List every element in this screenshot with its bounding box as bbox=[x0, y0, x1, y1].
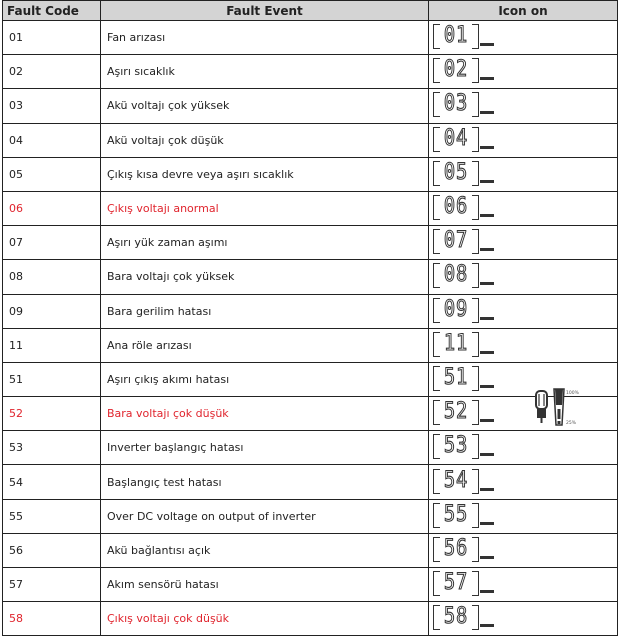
header-icon-on: Icon on bbox=[429, 1, 618, 21]
fault-code-cell: 58 bbox=[3, 602, 101, 636]
fault-code-cell: 57 bbox=[3, 568, 101, 602]
table-row bbox=[3, 294, 618, 328]
icon-cell bbox=[429, 499, 618, 533]
lcd-digits: 09 bbox=[443, 296, 469, 322]
lcd-dash-icon bbox=[480, 214, 494, 217]
lcd-fault-display bbox=[433, 126, 494, 152]
lcd-digits: 11 bbox=[443, 330, 469, 356]
icon-cell bbox=[429, 465, 618, 499]
lcd-dash-icon bbox=[480, 419, 494, 422]
lcd-bracket-icon bbox=[433, 536, 479, 562]
lcd-digits: 58 bbox=[443, 604, 469, 630]
lcd-fault-display bbox=[433, 91, 494, 117]
lcd-digits: 04 bbox=[443, 125, 469, 151]
fault-event-cell: Çıkış voltajı anormal bbox=[101, 191, 429, 225]
table-row bbox=[3, 362, 618, 396]
lcd-fault-display bbox=[433, 468, 494, 494]
fault-event-cell: Ana röle arızası bbox=[101, 328, 429, 362]
fault-code-cell: 08 bbox=[3, 260, 101, 294]
fault-event-cell: Akım sensörü hatası bbox=[101, 568, 429, 602]
fault-code-cell: 09 bbox=[3, 294, 101, 328]
fault-event-cell: Fan arızası bbox=[101, 21, 429, 55]
fault-code-cell: 52 bbox=[3, 397, 101, 431]
table-row bbox=[3, 191, 618, 225]
lcd-fault-display bbox=[433, 57, 494, 83]
lcd-dash-icon bbox=[480, 43, 494, 46]
lcd-digits: 06 bbox=[443, 194, 469, 220]
lcd-fault-display bbox=[433, 23, 494, 49]
icon-cell bbox=[429, 431, 618, 465]
lcd-digits: 08 bbox=[443, 262, 469, 288]
lcd-dash-icon bbox=[480, 77, 494, 80]
fault-event-cell: Çıkış kısa devre veya aşırı sıcaklık bbox=[101, 157, 429, 191]
lcd-dash-icon bbox=[480, 590, 494, 593]
lcd-dash-icon bbox=[480, 111, 494, 114]
lcd-bracket-icon bbox=[433, 57, 479, 83]
lcd-bracket-icon bbox=[433, 433, 479, 459]
fault-event-cell: Aşırı yük zaman aşımı bbox=[101, 226, 429, 260]
header-fault-event: Fault Event bbox=[101, 1, 429, 21]
fault-code-table bbox=[2, 0, 618, 636]
fault-warning-icon bbox=[532, 383, 592, 433]
lcd-bracket-icon bbox=[433, 91, 479, 117]
fault-event-cell: Over DC voltage on output of inverter bbox=[101, 499, 429, 533]
lcd-fault-display bbox=[433, 331, 494, 357]
lcd-bracket-icon bbox=[433, 160, 479, 186]
lcd-fault-display bbox=[433, 228, 494, 254]
lcd-digits: 51 bbox=[443, 364, 469, 390]
lcd-bracket-icon bbox=[433, 126, 479, 152]
lcd-dash-icon bbox=[480, 317, 494, 320]
lcd-fault-display bbox=[433, 365, 494, 391]
lcd-dash-icon bbox=[480, 146, 494, 149]
fault-code-cell: 51 bbox=[3, 362, 101, 396]
table-row bbox=[3, 123, 618, 157]
icon-cell bbox=[429, 226, 618, 260]
fault-code-cell: 54 bbox=[3, 465, 101, 499]
table-row bbox=[3, 397, 618, 431]
lcd-bracket-icon bbox=[433, 468, 479, 494]
table-row bbox=[3, 568, 618, 602]
table-row bbox=[3, 55, 618, 89]
lcd-bracket-icon bbox=[433, 331, 479, 357]
table-header-row bbox=[3, 1, 618, 21]
lcd-digits: 52 bbox=[443, 399, 469, 425]
fault-event-cell: Akü voltajı çok düşük bbox=[101, 123, 429, 157]
lcd-fault-display bbox=[433, 160, 494, 186]
fault-event-cell: Bara voltajı çok düşük bbox=[101, 397, 429, 431]
lcd-dash-icon bbox=[480, 488, 494, 491]
lcd-fault-display bbox=[433, 570, 494, 596]
fault-code-cell: 05 bbox=[3, 157, 101, 191]
fault-code-cell: 06 bbox=[3, 191, 101, 225]
lcd-digits: 02 bbox=[443, 57, 469, 83]
icon-cell bbox=[429, 157, 618, 191]
table-row bbox=[3, 431, 618, 465]
fault-code-cell: 11 bbox=[3, 328, 101, 362]
lcd-dash-icon bbox=[480, 180, 494, 183]
lcd-digits: 54 bbox=[443, 467, 469, 493]
lcd-digits: 56 bbox=[443, 535, 469, 561]
fault-event-cell: Başlangıç test hatası bbox=[101, 465, 429, 499]
fault-code-cell: 56 bbox=[3, 533, 101, 567]
lcd-dash-icon bbox=[480, 282, 494, 285]
fault-event-cell: Akü voltajı çok yüksek bbox=[101, 89, 429, 123]
table-row bbox=[3, 226, 618, 260]
lcd-digits: 07 bbox=[443, 228, 469, 254]
lcd-bracket-icon bbox=[433, 570, 479, 596]
icon-cell bbox=[429, 21, 618, 55]
fault-code-cell: 04 bbox=[3, 123, 101, 157]
icon-cell bbox=[429, 123, 618, 157]
lcd-fault-display bbox=[433, 433, 494, 459]
lcd-bracket-icon bbox=[433, 194, 479, 220]
icon-cell bbox=[429, 191, 618, 225]
fault-event-cell: Akü bağlantısı açık bbox=[101, 533, 429, 567]
fault-event-cell: Aşırı sıcaklık bbox=[101, 55, 429, 89]
icon-cell bbox=[429, 391, 618, 431]
lcd-dash-icon bbox=[480, 351, 494, 354]
icon-cell bbox=[429, 533, 618, 567]
lcd-digits: 01 bbox=[443, 23, 469, 49]
lcd-bracket-icon bbox=[433, 502, 479, 528]
lcd-fault-display bbox=[433, 536, 494, 562]
lcd-dash-icon bbox=[480, 624, 494, 627]
icon-cell bbox=[429, 89, 618, 123]
lcd-digits: 53 bbox=[443, 433, 469, 459]
level-100-label: 100% bbox=[566, 391, 579, 397]
table-row bbox=[3, 89, 618, 123]
icon-cell bbox=[429, 294, 618, 328]
lcd-dash-icon bbox=[480, 522, 494, 525]
lcd-bracket-icon bbox=[433, 262, 479, 288]
table-row bbox=[3, 465, 618, 499]
lcd-fault-display bbox=[433, 399, 494, 425]
lcd-fault-display bbox=[433, 297, 494, 323]
lcd-dash-icon bbox=[480, 556, 494, 559]
lcd-fault-display bbox=[433, 502, 494, 528]
fault-event-cell: Bara voltajı çok yüksek bbox=[101, 260, 429, 294]
fault-code-cell: 07 bbox=[3, 226, 101, 260]
fault-code-cell: 55 bbox=[3, 499, 101, 533]
lcd-bracket-icon bbox=[433, 23, 479, 49]
lcd-digits: 57 bbox=[443, 570, 469, 596]
lcd-bracket-icon bbox=[433, 228, 479, 254]
table-row bbox=[3, 328, 618, 362]
fault-event-cell: Aşırı çıkış akımı hatası bbox=[101, 362, 429, 396]
fault-event-cell: Inverter başlangıç hatası bbox=[101, 431, 429, 465]
lcd-digits: 55 bbox=[443, 501, 469, 527]
lcd-dash-icon bbox=[480, 248, 494, 251]
icon-cell bbox=[429, 568, 618, 602]
lcd-digits: 03 bbox=[443, 91, 469, 117]
icon-cell bbox=[429, 602, 618, 636]
table-row bbox=[3, 21, 618, 55]
lcd-bracket-icon bbox=[433, 604, 479, 630]
table-row bbox=[3, 157, 618, 191]
level-bar-icon bbox=[554, 389, 564, 425]
fault-code-cell: 01 bbox=[3, 21, 101, 55]
bulb-icon bbox=[536, 391, 547, 423]
table-row bbox=[3, 602, 618, 636]
fault-event-cell: Çıkış voltajı çok düşük bbox=[101, 602, 429, 636]
fault-event-cell: Bara gerilim hatası bbox=[101, 294, 429, 328]
icon-cell bbox=[429, 328, 618, 362]
level-25-label: 25% bbox=[566, 421, 577, 427]
icon-cell bbox=[429, 55, 618, 89]
fault-code-cell: 02 bbox=[3, 55, 101, 89]
lcd-dash-icon bbox=[480, 385, 494, 388]
lcd-digits: 05 bbox=[443, 159, 469, 185]
lcd-bracket-icon bbox=[433, 297, 479, 323]
table-row bbox=[3, 499, 618, 533]
table-row bbox=[3, 533, 618, 567]
header-fault-code: Fault Code bbox=[3, 1, 101, 21]
lcd-dash-icon bbox=[480, 453, 494, 456]
lcd-bracket-icon bbox=[433, 365, 479, 391]
lcd-fault-display bbox=[433, 604, 494, 630]
lcd-fault-display bbox=[433, 194, 494, 220]
fault-code-cell: 53 bbox=[3, 431, 101, 465]
lcd-fault-display bbox=[433, 262, 494, 288]
icon-cell bbox=[429, 260, 618, 294]
fault-code-cell: 03 bbox=[3, 89, 101, 123]
table-row bbox=[3, 260, 618, 294]
lcd-bracket-icon bbox=[433, 399, 479, 425]
